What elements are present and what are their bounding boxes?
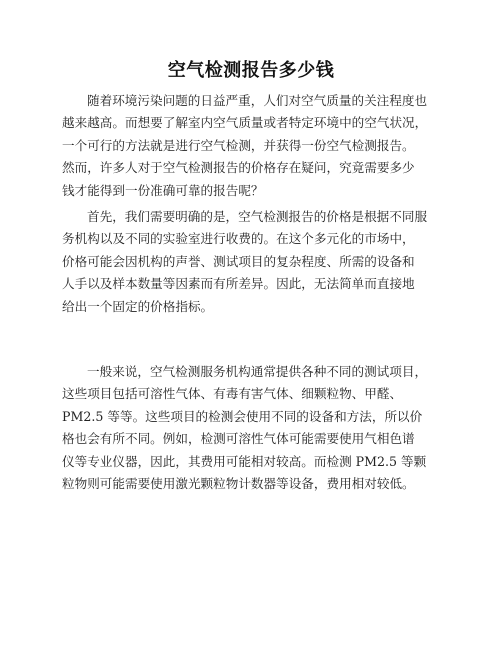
paragraph-line: 格也会有所不同。例如，检测可溶性气体可能需要使用气相色谱 xyxy=(62,431,415,447)
paragraph-line: 务机构以及不同的实验室进行收费的。在这个多元化的市场中， xyxy=(62,231,415,247)
paragraph-line: 人手以及样本数量等因素而有所差异。因此，无法简单而直接地 xyxy=(62,276,415,292)
paragraph-line: 粒物则可能需要使用激光颗粒物计数器等设备，费用相对较低。 xyxy=(62,476,415,492)
paragraph-line: 然而，许多人对于空气检测报告的价格存在疑问，究竟需要多少 xyxy=(62,160,415,176)
document-title: 空气检测报告多少钱 xyxy=(167,60,335,81)
paragraph-line: 钱才能得到一份准确可靠的报告呢？ xyxy=(62,182,264,198)
paragraph-line: 一个可行的方法就是进行空气检测，并获得一份空气检测报告。 xyxy=(62,137,415,153)
paragraph-line: 随着环境污染问题的日益严重，人们对空气质量的关注程度也 xyxy=(87,93,428,108)
paragraph-1 xyxy=(62,90,462,202)
paragraph-line: PM2.5 等等。这些项目的检测会使用不同的设备和方法，所以价 xyxy=(62,408,423,424)
paragraph-line: 价格可能会因机构的声誉、测试项目的复杂程度、所需的设备和 xyxy=(62,253,415,269)
paragraph-2 xyxy=(62,206,462,318)
paragraph-line: 仪等专业仪器，因此，其费用可能相对较高。而检测 PM2.5 等颗 xyxy=(62,453,427,469)
paragraph-line: 一般来说，空气检测服务机构通常提供各种不同的测试项目， xyxy=(87,364,428,379)
paragraph-line: 给出一个固定的价格指标。 xyxy=(62,298,214,314)
paragraph-line: 这些项目包括可溶性气体、有毒有害气体、细颗粒物、甲醛、 xyxy=(62,386,403,402)
paragraph-line: 首先，我们需要明确的是，空气检测报告的价格是根据不同服 xyxy=(87,209,428,224)
paragraph-3 xyxy=(62,361,462,495)
paragraph-line: 越来越高。而想要了解室内空气质量或者特定环境中的空气状况， xyxy=(62,115,428,131)
